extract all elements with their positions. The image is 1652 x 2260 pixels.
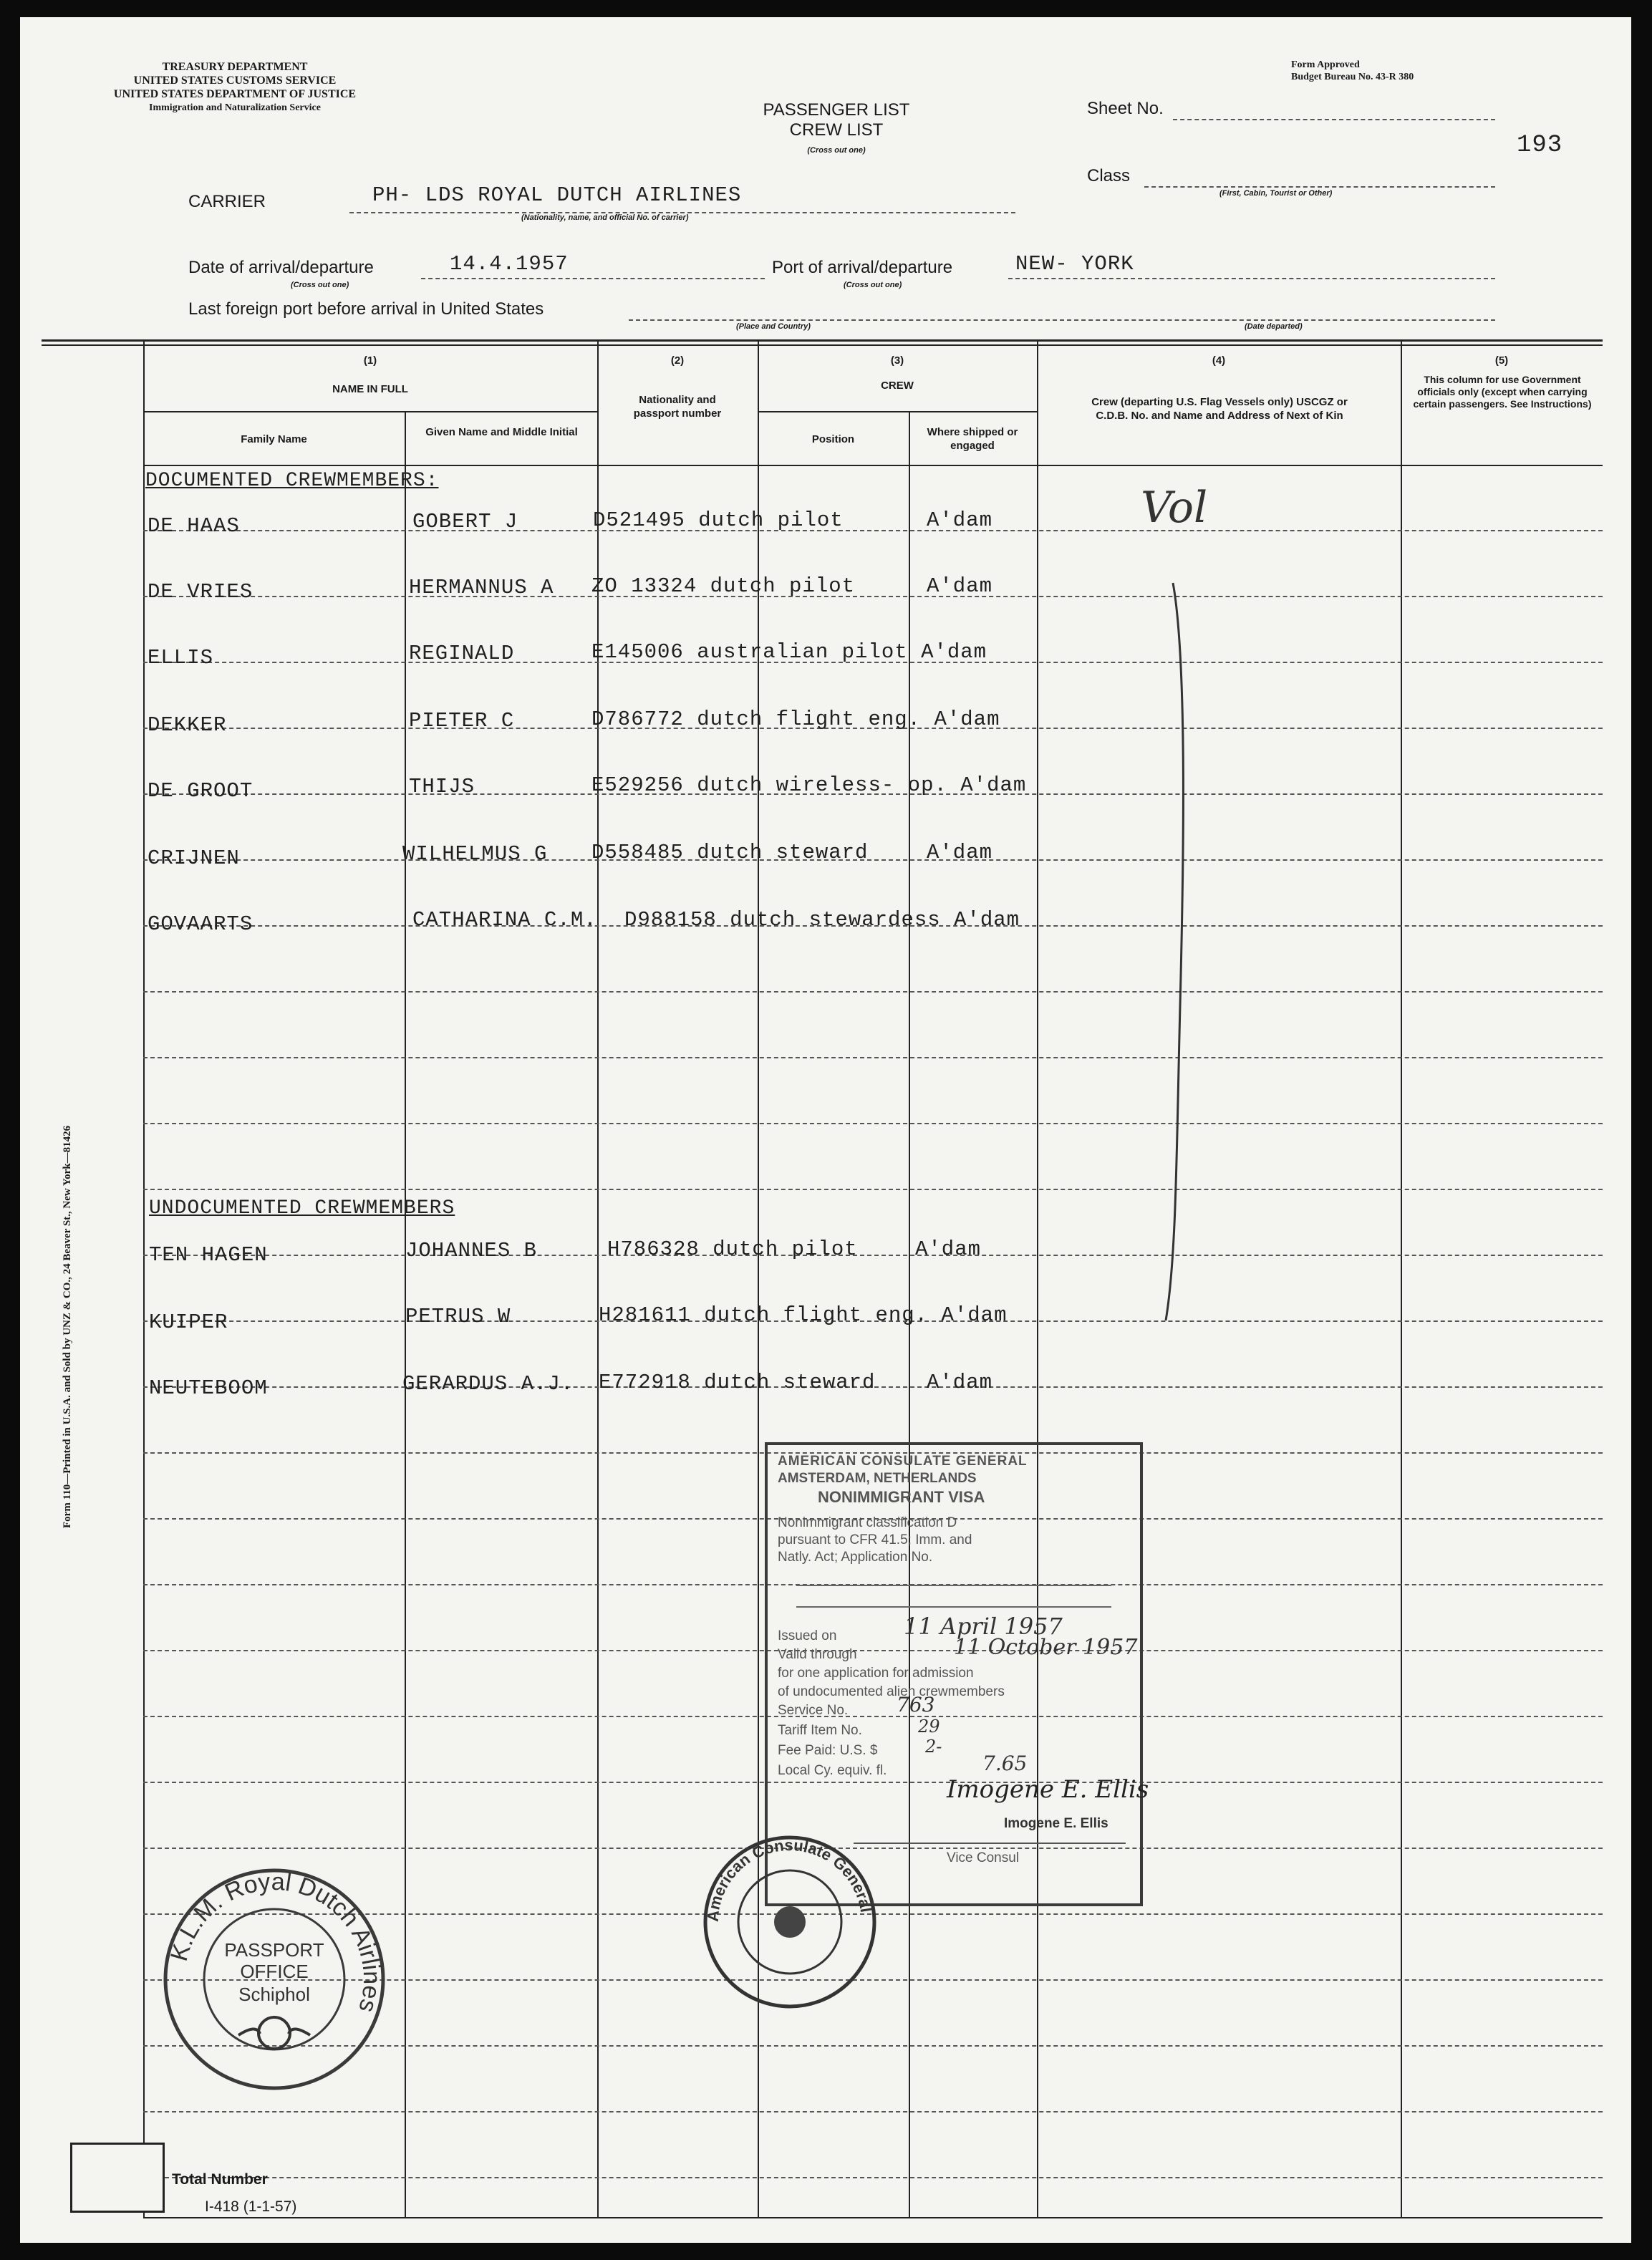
visa-stamp-line: Tariff Item No. [778, 1723, 862, 1738]
visa-stamp-line: pursuant to CFR 41.5; Imm. and [778, 1532, 972, 1547]
handwritten-service: 763 [897, 1693, 935, 1716]
passport-position: ZO 13324 dutch pilot [591, 574, 856, 598]
family-name: ELLIS [148, 646, 214, 670]
agency-line: UNITED STATES DEPARTMENT OF JUSTICE [113, 88, 357, 100]
given-name: PETRUS W [405, 1305, 511, 1328]
consul-title: Vice Consul [947, 1850, 1020, 1865]
header-subrule [758, 411, 1037, 412]
klm-center-3: Schiphol [238, 1984, 310, 2005]
row-rule [143, 1057, 1603, 1058]
visa-stamp-line: for one application for admission [778, 1666, 974, 1681]
row-rule [143, 1123, 1603, 1124]
form-title [736, 100, 937, 160]
consul-signature: Imogene E. Ellis [947, 1775, 1149, 1804]
col4-number: (4) [1212, 354, 1226, 367]
visa-stamp-line: of undocumented alien crewmembers [778, 1684, 1005, 1699]
col3b-header: Where shipped or engaged [927, 426, 1018, 452]
passport-position: E145006 australian pilot A'dam [591, 640, 987, 664]
given-name: REGINALD [409, 642, 515, 665]
klm-center-1: PASSPORT [224, 1939, 324, 1961]
class-label: Class [1087, 166, 1131, 185]
passport-position: E529256 dutch wireless- op. A'dam [591, 773, 1027, 797]
title-crew-list: CREW LIST [789, 120, 884, 140]
visa-stamp-line: Valid through [778, 1647, 857, 1662]
handwritten-issued: 11 April 1957 [904, 1613, 1063, 1640]
visa-stamp-rule [796, 1585, 1111, 1586]
row-rule [143, 859, 1603, 861]
crew-list-form [20, 17, 1631, 2243]
col5-header: This column for use Government officials only (except when carrying certain passengers. See Instructions) [1413, 374, 1592, 410]
passport-position: D558485 dutch steward [591, 841, 869, 864]
where-engaged: A'dam [927, 841, 993, 864]
col3a-header: Position [811, 433, 855, 445]
family-name: TEN HAGEN [149, 1243, 268, 1267]
family-name: GOVAARTS [148, 912, 253, 936]
col5-number: (5) [1494, 354, 1509, 367]
arrival-port-line [1008, 278, 1495, 279]
class-note: (First, Cabin, Tourist or Other) [1219, 189, 1333, 198]
class-line [1144, 186, 1495, 188]
family-name: DE HAAS [148, 514, 240, 538]
table-top-rule-2 [42, 344, 1603, 346]
col1-number: (1) [363, 354, 377, 367]
arrival-date-value: 14.4.1957 [450, 252, 569, 276]
given-name: PIETER C [409, 709, 515, 733]
handwritten-mark: Vol [1141, 483, 1208, 533]
sheet-line [1173, 119, 1495, 120]
passport-position: D786772 dutch flight eng. A'dam [591, 708, 1000, 731]
form-number: I-418 (1-1-57) [205, 2198, 297, 2215]
sheet-label: Sheet No. [1087, 99, 1164, 118]
undocumented-section-label: UNDOCUMENTED CREWMEMBERS [149, 1197, 455, 1220]
col1b-header: Given Name and Middle Initial [425, 426, 578, 438]
sheet-number: 193 [1517, 132, 1563, 159]
col1-title: NAME IN FULL [332, 383, 408, 395]
family-name: KUIPER [149, 1310, 228, 1334]
visa-stamp-line: AMERICAN CONSULATE GENERAL [778, 1454, 1028, 1469]
passport-position: D988158 dutch stewardess A'dam [624, 908, 1020, 932]
budget-line: Budget Bureau No. 43-R 380 [1291, 72, 1414, 82]
passport-position: D521495 dutch pilot [593, 508, 844, 532]
col-divider [597, 341, 599, 2217]
given-name: JOHANNES B [405, 1239, 538, 1262]
header-subrule [143, 411, 597, 412]
klm-ring-text: K.L.M. Royal Dutch Airlines [165, 1868, 386, 2016]
row-rule [143, 1189, 1603, 1190]
passport-position: H786328 dutch pilot [607, 1237, 858, 1261]
consulate-seal [697, 1829, 883, 2015]
table-top-rule [42, 339, 1603, 342]
col1a-header: Family Name [241, 433, 307, 445]
given-name: GERARDUS A.J. [402, 1372, 574, 1396]
given-name: HERMANNUS A [409, 576, 554, 599]
handwritten-valid: 11 October 1957 [954, 1635, 1138, 1660]
visa-stamp-line: Local Cy. equiv. fl. [778, 1763, 887, 1778]
col3-title: CREW [881, 380, 914, 392]
title-passenger-list: PASSENGER LIST [763, 100, 910, 120]
arrival-date-line [421, 278, 765, 279]
carrier-label: CARRIER [188, 192, 266, 211]
visa-stamp-line: AMSTERDAM, NETHERLANDS [778, 1471, 977, 1486]
col-divider [1401, 341, 1402, 2217]
col3-number: (3) [890, 354, 904, 367]
klm-center-2: OFFICE [240, 1961, 309, 1982]
visa-stamp-line: Nonimmigrant classification D [778, 1515, 957, 1530]
form-approved [1291, 59, 1414, 83]
documented-section-label: DOCUMENTED CREWMEMBERS: [145, 470, 439, 492]
where-engaged: A'dam [927, 574, 993, 598]
row-rule [143, 2111, 1603, 2112]
margin-print-note: Form 110—Printed in U.S.A. and Sold by UNZ & CO., 24 Beaver St., New York—81426 [62, 1125, 73, 1528]
total-number-label: Total Number [172, 2171, 268, 2188]
klm-passport-stamp [160, 1865, 389, 2094]
visa-stamp-line: Natly. Act; Application No. [778, 1550, 933, 1565]
agency-line: UNITED STATES CUSTOMS SERVICE [133, 74, 337, 87]
arrival-port-value: NEW- YORK [1015, 252, 1134, 276]
title-note: (Cross out one) [807, 146, 866, 155]
visa-stamp-line: Issued on [778, 1628, 837, 1643]
table-bottom-rule [143, 2217, 1603, 2218]
date-departed-note: (Date departed) [1245, 322, 1303, 331]
family-name: CRIJNEN [148, 846, 240, 870]
where-engaged: A'dam [927, 1371, 993, 1394]
visa-stamp-line: Service No. [778, 1703, 849, 1718]
agency-header [77, 60, 392, 115]
total-number-box[interactable] [70, 2143, 165, 2213]
header-bottom-rule [143, 465, 1603, 466]
table-left-border [143, 341, 145, 2217]
agency-line: TREASURY DEPARTMENT [162, 61, 308, 73]
family-name: DEKKER [148, 713, 227, 737]
consul-name: Imogene E. Ellis [1004, 1816, 1108, 1831]
row-rule [143, 1255, 1603, 1256]
row-rule [143, 596, 1603, 597]
carrier-value: PH- LDS ROYAL DUTCH AIRLINES [372, 183, 742, 207]
cross-out-note: (Cross out one) [291, 281, 349, 289]
carrier-note: (Nationality, name, and official No. of carrier) [521, 213, 689, 222]
where-engaged: A'dam [927, 508, 993, 532]
last-port-label: Last foreign port before arrival in United States [188, 299, 544, 319]
given-name: CATHARINA C.M. [412, 908, 597, 932]
agency-line: Immigration and Naturalization Service [149, 102, 321, 113]
where-engaged: A'dam [915, 1237, 982, 1261]
ditto-line [1144, 576, 1209, 1328]
given-name: THIJS [409, 775, 475, 798]
signature-line [854, 1843, 1126, 1844]
row-rule [143, 2177, 1603, 2178]
handwritten-tariff: 29 [918, 1716, 940, 1737]
visa-stamp-rule [796, 1606, 1111, 1608]
cross-out-note: (Cross out one) [844, 281, 902, 289]
arrival-date-label: Date of arrival/departure [188, 258, 374, 277]
col-divider [1037, 341, 1038, 2217]
row-rule [143, 530, 1603, 531]
family-name: DE VRIES [148, 580, 253, 604]
passport-position: E772918 dutch steward [599, 1371, 876, 1394]
family-name: DE GROOT [148, 779, 253, 803]
family-name: NEUTEBOOM [149, 1376, 268, 1400]
handwritten-fee: 2- [925, 1737, 942, 1757]
visa-stamp-line: Fee Paid: U.S. $ [778, 1743, 878, 1758]
col2-header: Nationality and passport number [633, 394, 722, 420]
given-name: WILHELMUS G [402, 842, 548, 866]
col2-number: (2) [670, 354, 685, 367]
last-port-line [629, 319, 1495, 321]
passport-position: H281611 dutch flight eng. A'dam [599, 1303, 1008, 1327]
handwritten-local: 7.65 [982, 1752, 1028, 1775]
form-approved-line: Form Approved [1291, 59, 1360, 70]
visa-stamp-line: NONIMMIGRANT VISA [818, 1488, 985, 1506]
col4-header: Crew (departing U.S. Flag Vessels only) USCGZ or C.D.B. No. and Name and Address of Next of Kin [1091, 396, 1348, 422]
place-note: (Place and Country) [736, 322, 811, 331]
given-name: GOBERT J [412, 510, 518, 533]
arrival-port-label: Port of arrival/departure [772, 258, 953, 277]
seal-ring-text: American Consulate General [703, 1835, 876, 1923]
row-rule [143, 991, 1603, 993]
